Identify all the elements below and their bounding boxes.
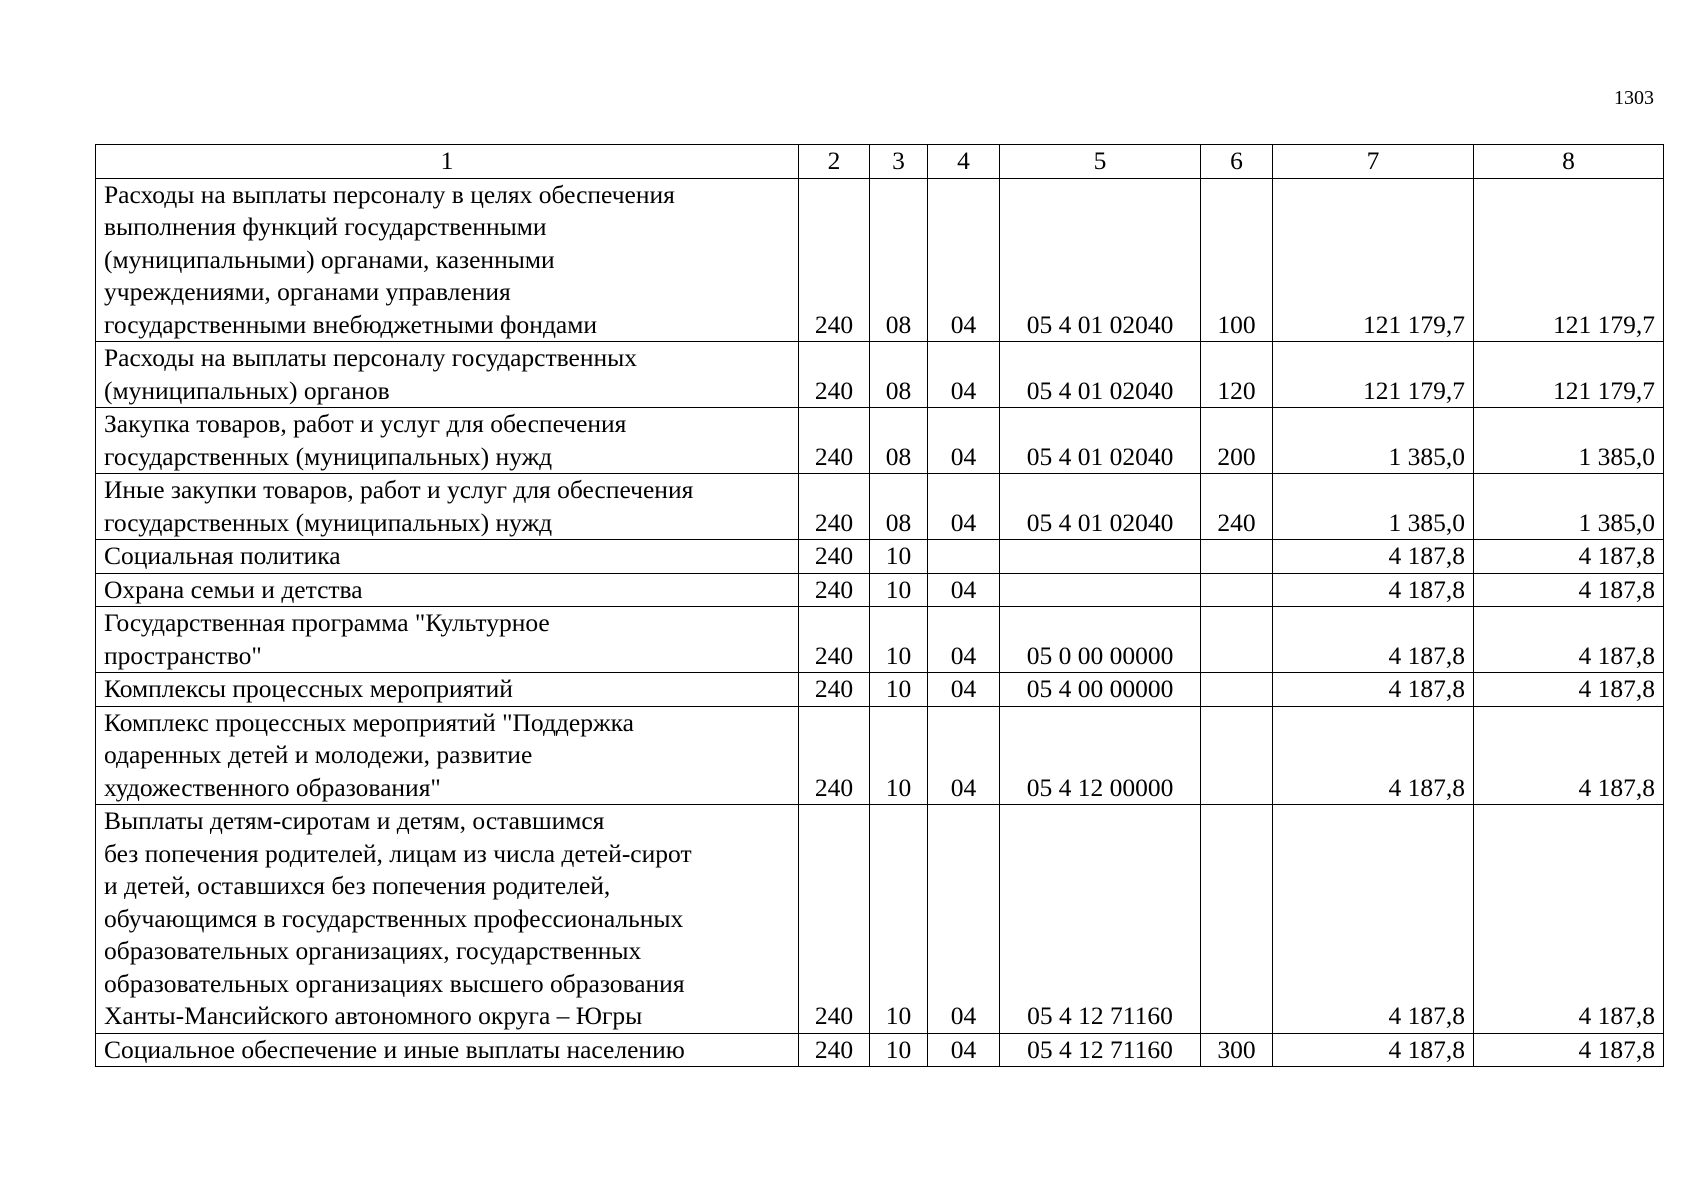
- column-header: 5: [1000, 145, 1201, 179]
- section-cell: 08: [870, 342, 928, 408]
- description-line: государственных (муниципальных) нужд: [104, 441, 553, 471]
- subsection-cell: 04: [928, 706, 1000, 805]
- description-line: Социальное обеспечение и иные выплаты населению: [104, 1034, 685, 1064]
- description-line: Государственная программа "Культурное: [104, 608, 550, 637]
- subsection-cell: 04: [928, 178, 1000, 342]
- target-article-cell: 05 4 01 02040: [1000, 408, 1201, 474]
- section-cell: 10: [870, 573, 928, 607]
- section-cell: 10: [870, 805, 928, 1034]
- admin-code-cell: 240: [799, 805, 870, 1034]
- section-cell: 10: [870, 540, 928, 574]
- expense-type-cell: 120: [1201, 342, 1273, 408]
- amount-year1-cell: 4 187,8: [1273, 540, 1474, 574]
- amount-year1-cell: 121 179,7: [1273, 342, 1474, 408]
- subsection-cell: 04: [928, 805, 1000, 1034]
- description-line: Выплаты детям-сиротам и детям, оставшимся: [104, 806, 605, 835]
- column-header: 7: [1273, 145, 1474, 179]
- description-line: Иные закупки товаров, работ и услуг для обеспечения: [104, 475, 694, 504]
- description-line: пространство": [104, 640, 262, 670]
- column-header: 6: [1201, 145, 1273, 179]
- column-header: 2: [799, 145, 870, 179]
- admin-code-cell: 240: [799, 607, 870, 673]
- description-line: государственными внебюджетными фондами: [104, 309, 598, 339]
- description-line: одаренных детей и молодежи, развитие: [104, 740, 533, 769]
- section-cell: 10: [870, 1033, 928, 1067]
- expense-type-cell: 300: [1201, 1033, 1273, 1067]
- target-article-cell: 05 4 01 02040: [1000, 474, 1201, 540]
- admin-code-cell: 240: [799, 178, 870, 342]
- admin-code-cell: 240: [799, 573, 870, 607]
- description-cell: [96, 178, 799, 342]
- header-row: [96, 145, 1664, 179]
- expense-type-cell: 240: [1201, 474, 1273, 540]
- description-line: Расходы на выплаты персоналу государственных: [104, 343, 637, 372]
- description-line: учреждениями, органами управления: [104, 277, 511, 306]
- column-header: 8: [1474, 145, 1664, 179]
- admin-code-cell: 240: [799, 673, 870, 707]
- table-row: [96, 342, 1664, 408]
- description-line: художественного образования": [104, 772, 441, 802]
- target-article-cell: 05 4 01 02040: [1000, 342, 1201, 408]
- table-row: [96, 408, 1664, 474]
- description-cell: [96, 573, 799, 607]
- description-line: Комплекс процессных мероприятий "Поддержка: [104, 707, 634, 737]
- target-article-cell: 05 0 00 00000: [1000, 607, 1201, 673]
- expense-type-cell: [1201, 706, 1273, 805]
- description-cell: [96, 342, 799, 408]
- target-article-cell: 05 4 12 71160: [1000, 805, 1201, 1034]
- description-cell: [96, 805, 799, 1034]
- table-row: [96, 1033, 1664, 1067]
- description-line: Ханты-Мансийского автономного округа – Югры: [104, 1001, 643, 1030]
- description-line: Охрана семьи и детства: [104, 574, 363, 604]
- expense-type-cell: 100: [1201, 178, 1273, 342]
- table-row: [96, 573, 1664, 607]
- description-line: без попечения родителей, лицам из числа детей-сирот: [104, 838, 692, 868]
- admin-code-cell: 240: [799, 474, 870, 540]
- admin-code-cell: 240: [799, 1033, 870, 1067]
- expense-type-cell: [1201, 540, 1273, 574]
- table-row: [96, 540, 1664, 574]
- amount-year2-cell: 4 187,8: [1474, 540, 1664, 574]
- amount-year1-cell: 4 187,8: [1273, 706, 1474, 805]
- admin-code-cell: 240: [799, 408, 870, 474]
- expense-type-cell: [1201, 573, 1273, 607]
- amount-year1-cell: 4 187,8: [1273, 573, 1474, 607]
- description-cell: [96, 408, 799, 474]
- target-article-cell: [1000, 573, 1201, 607]
- target-article-cell: 05 4 00 00000: [1000, 673, 1201, 707]
- subsection-cell: 04: [928, 408, 1000, 474]
- description-line: (муниципальными) органами, казенными: [104, 244, 555, 274]
- amount-year1-cell: 1 385,0: [1273, 408, 1474, 474]
- description-line: Закупка товаров, работ и услуг для обеспечения: [104, 409, 627, 438]
- amount-year2-cell: 4 187,8: [1474, 805, 1664, 1034]
- amount-year1-cell: 1 385,0: [1273, 474, 1474, 540]
- description-cell: [96, 706, 799, 805]
- table-row: [96, 474, 1664, 540]
- target-article-cell: 05 4 12 71160: [1000, 1033, 1201, 1067]
- amount-year1-cell: 121 179,7: [1273, 178, 1474, 342]
- expense-type-cell: [1201, 673, 1273, 707]
- subsection-cell: 04: [928, 342, 1000, 408]
- subsection-cell: 04: [928, 1033, 1000, 1067]
- amount-year2-cell: 121 179,7: [1474, 178, 1664, 342]
- description-cell: [96, 607, 799, 673]
- section-cell: 08: [870, 178, 928, 342]
- description-cell: [96, 673, 799, 707]
- amount-year2-cell: 4 187,8: [1474, 607, 1664, 673]
- section-cell: 10: [870, 706, 928, 805]
- admin-code-cell: 240: [799, 342, 870, 408]
- subsection-cell: 04: [928, 573, 1000, 607]
- description-line: и детей, оставшихся без попечения родителей,: [104, 871, 611, 900]
- admin-code-cell: 240: [799, 540, 870, 574]
- expense-type-cell: 200: [1201, 408, 1273, 474]
- table-row: [96, 178, 1664, 342]
- column-header: 1: [96, 145, 799, 179]
- description-line: выполнения функций государственными: [104, 212, 547, 241]
- target-article-cell: [1000, 540, 1201, 574]
- amount-year2-cell: 121 179,7: [1474, 342, 1664, 408]
- amount-year2-cell: 4 187,8: [1474, 706, 1664, 805]
- table-body: [96, 178, 1664, 1067]
- description-line: Комплексы процессных мероприятий: [104, 674, 513, 703]
- description-line: образовательных организациях, государственных: [104, 936, 642, 965]
- expense-type-cell: [1201, 607, 1273, 673]
- admin-code-cell: 240: [799, 706, 870, 805]
- description-line: государственных (муниципальных) нужд: [104, 507, 553, 537]
- amount-year2-cell: 4 187,8: [1474, 573, 1664, 607]
- subsection-cell: [928, 540, 1000, 574]
- amount-year2-cell: 1 385,0: [1474, 474, 1664, 540]
- subsection-cell: 04: [928, 474, 1000, 540]
- description-line: Расходы на выплаты персоналу в целях обеспечения: [104, 179, 675, 209]
- column-header: 4: [928, 145, 1000, 179]
- amount-year2-cell: 4 187,8: [1474, 1033, 1664, 1067]
- section-cell: 10: [870, 673, 928, 707]
- amount-year1-cell: 4 187,8: [1273, 1033, 1474, 1067]
- expense-type-cell: [1201, 805, 1273, 1034]
- table-row: [96, 673, 1664, 707]
- description-cell: [96, 540, 799, 574]
- table-row: [96, 805, 1664, 1034]
- column-header: 3: [870, 145, 928, 179]
- description-line: обучающимся в государственных профессиональных: [104, 903, 684, 933]
- description-line: образовательных организациях высшего образования: [104, 968, 685, 998]
- section-cell: 08: [870, 474, 928, 540]
- table-row: [96, 607, 1664, 673]
- subsection-cell: 04: [928, 673, 1000, 707]
- page-number: 1303: [1614, 87, 1654, 109]
- target-article-cell: 05 4 12 00000: [1000, 706, 1201, 805]
- description-cell: [96, 474, 799, 540]
- table-row: [96, 706, 1664, 805]
- target-article-cell: 05 4 01 02040: [1000, 178, 1201, 342]
- amount-year2-cell: 1 385,0: [1474, 408, 1664, 474]
- subsection-cell: 04: [928, 607, 1000, 673]
- budget-table: [95, 144, 1664, 1067]
- amount-year2-cell: 4 187,8: [1474, 673, 1664, 707]
- description-cell: [96, 1033, 799, 1067]
- section-cell: 10: [870, 607, 928, 673]
- amount-year1-cell: 4 187,8: [1273, 673, 1474, 707]
- description-line: Социальная политика: [104, 541, 341, 570]
- section-cell: 08: [870, 408, 928, 474]
- amount-year1-cell: 4 187,8: [1273, 607, 1474, 673]
- description-line: (муниципальных) органов: [104, 375, 390, 405]
- amount-year1-cell: 4 187,8: [1273, 805, 1474, 1034]
